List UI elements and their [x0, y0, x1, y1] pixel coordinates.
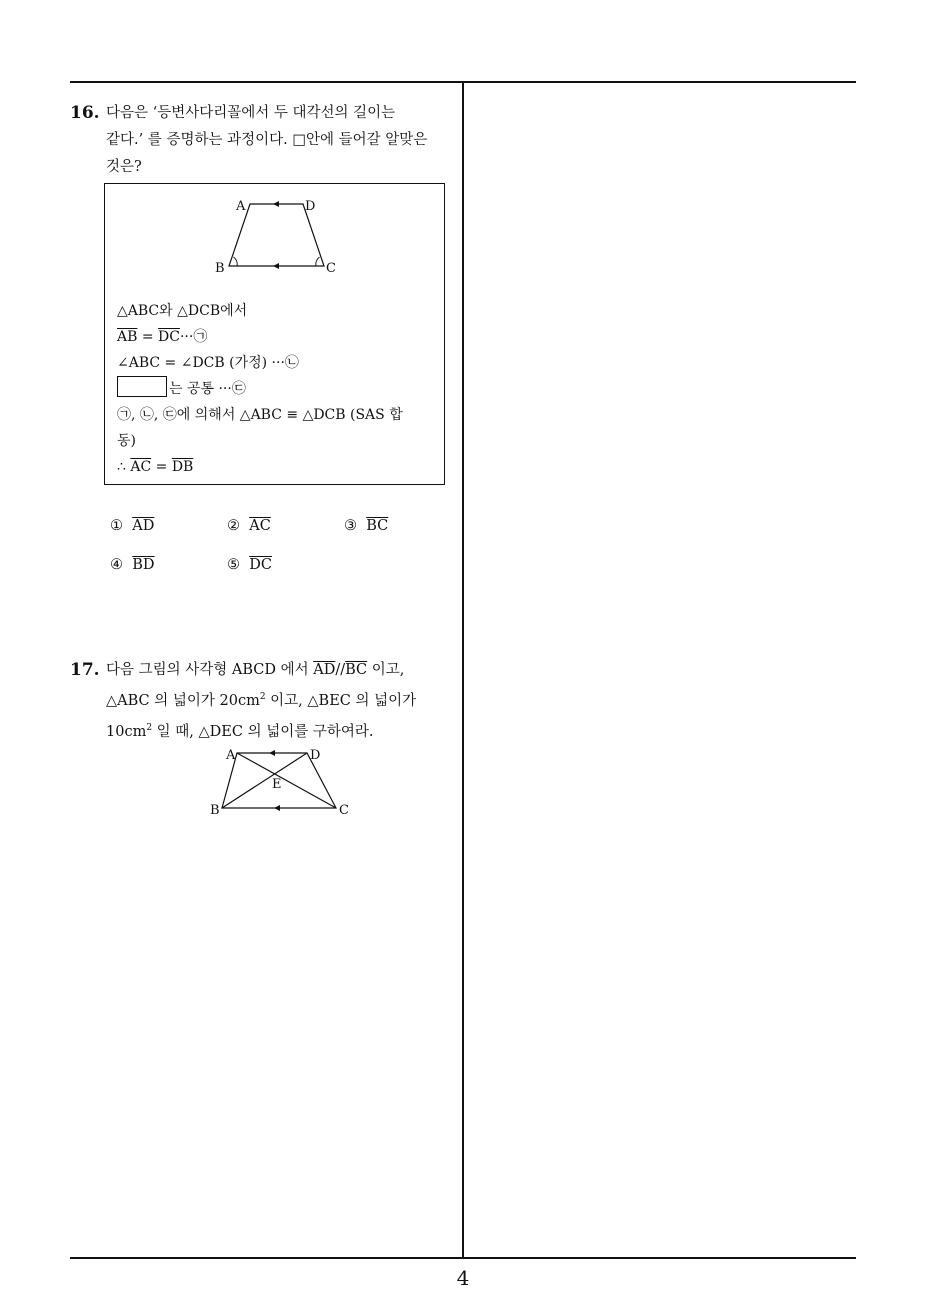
label-a: A [226, 748, 236, 763]
label-d: D [310, 748, 321, 763]
proof-line-4: 는 공통 ···㉢ [117, 376, 439, 402]
q16-line-3: 것은? [106, 159, 142, 175]
footer-rule [70, 1257, 856, 1259]
proof-line-1: △ABC와 △DCB에서 [117, 303, 248, 319]
proof-line-6: 동) [117, 433, 136, 449]
q16-choice-3[interactable]: ③ $\overline{BC}$ [344, 518, 389, 534]
q17-text [106, 657, 456, 746]
q17-number: 17. [70, 660, 100, 680]
q17-line-1: 다음 그림의 사각형 ABCD 에서 $\overline{AD}//\overline{BC}$ 이고, [106, 662, 405, 678]
proof-line-5: ㉠, ㉡, ㉢에 의해서 △ABC ≡ △DCB (SAS 합 [117, 407, 403, 423]
proof-line-7: ∴ $\overline{AC} = \overline{DB}$ [117, 459, 194, 475]
q16-proof-box [104, 183, 445, 485]
arrow-ad [273, 201, 279, 207]
angle-b-arc [234, 257, 238, 266]
q16-choice-2[interactable]: ② $\overline{AC}$ [227, 518, 271, 534]
label-d: D [305, 199, 316, 214]
proof-line-2: $\overline{AB}$ = $\overline{DC}\cdot\cdot\cdot㉠$ [117, 329, 208, 345]
q17-trapezoid-figure [200, 742, 360, 822]
label-c: C [326, 261, 336, 276]
label-b: B [210, 803, 220, 818]
answer-blank-box [117, 376, 167, 397]
arrow-bc [273, 263, 279, 269]
q16-trapezoid-figure [105, 184, 444, 294]
arrow-ad [269, 750, 275, 756]
q16-text [106, 100, 456, 181]
page-number: 4 [456, 1266, 470, 1290]
label-a: A [236, 199, 246, 214]
q16-proof-text [117, 298, 439, 480]
angle-c-arc [316, 257, 320, 266]
q16-choice-4[interactable]: ④ $\overline{BD}$ [110, 557, 155, 573]
q17-line-3: $10cm^2$ 일 때, △DEC 의 넓이를 구하여라. [106, 722, 374, 740]
q16-line-2: 같다.’ 를 증명하는 과정이다. □안에 들어갈 알맞은 [106, 132, 428, 148]
arrow-bc [274, 805, 280, 811]
q16-choice-1[interactable]: ① $\overline{AD}$ [110, 518, 155, 534]
q16-line-1: 다음은 ‘등변사다리꼴에서 두 대각선의 길이는 [106, 105, 396, 121]
column-divider [462, 82, 464, 1258]
q16-number: 16. [70, 103, 100, 123]
label-e: E [272, 777, 282, 792]
q16-choice-5[interactable]: ⑤ $\overline{DC}$ [227, 557, 272, 573]
q17-line-2: △ABC 의 넓이가 $20cm^2$ 이고, △BEC 의 넓이가 [106, 692, 417, 709]
proof-line-3: ∠ABC = ∠DCB (가정) ···㉡ [117, 355, 299, 371]
label-b: B [215, 261, 225, 276]
label-c: C [339, 803, 349, 818]
